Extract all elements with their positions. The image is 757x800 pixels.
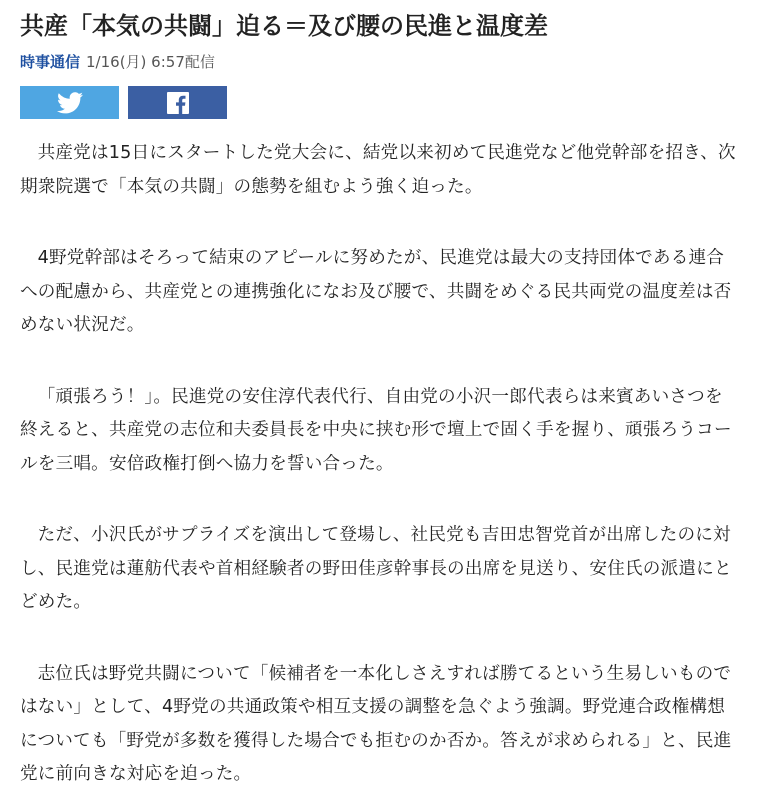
facebook-share-button[interactable] <box>128 86 227 119</box>
article-paragraph: 志位氏は野党共闘について「候補者を一本化しさえすれば勝てるという生易しいものではない」として、4野党の共通政策や相互支援の調整を急ぐよう強調。野党連合政権構想についても「野党が多数を獲得した場合でも拒むのか否か。答えが求められる」と、民進党に前向きな対応を迫った。 <box>20 663 732 784</box>
article-paragraph: 4野党幹部はそろって結束のアピールに努めたが、民進党は最大の支持団体である連合への配慮から、共産党との連携強化になお及び腰で、共闘をめぐる民共両党の温度差は否めない状況だ。 <box>20 248 732 335</box>
article-paragraph: 「頑張ろう！」。民進党の安住淳代表代行、自由党の小沢一郎代表らは来賓あいさつを終えると、共産党の志位和夫委員長を中央に挟む形で壇上で固く手を握り、頑張ろうコールを三唱。安倍政権打倒へ協力を誓い合った。 <box>20 386 732 474</box>
article-paragraph: ただ、小沢氏がサプライズを演出して登場し、社民党も吉田忠智党首が出席したのに対し、民進党は蓮舫代表や首相経験者の野田佳彦幹事長の出席を見送り、安住氏の派遣にとどめた。 <box>20 525 732 612</box>
share-buttons <box>20 86 739 119</box>
article-headline: 共産「本気の共闘」迫る＝及び腰の民進と温度差 <box>20 12 548 40</box>
source-link[interactable]: 時事通信 <box>20 53 81 71</box>
article-body <box>20 137 739 792</box>
facebook-f-icon <box>167 92 189 114</box>
publish-date: 1/16(月) 6:57配信 <box>86 53 215 71</box>
twitter-share-button[interactable] <box>20 86 119 119</box>
byline <box>20 51 739 73</box>
twitter-bird-icon <box>57 92 83 114</box>
article-paragraph: 共産党は15日にスタートした党大会に、結党以来初めて民進党など他党幹部を招き、次期衆院選で「本気の共闘」の態勢を組むよう強く迫った。 <box>20 143 736 197</box>
